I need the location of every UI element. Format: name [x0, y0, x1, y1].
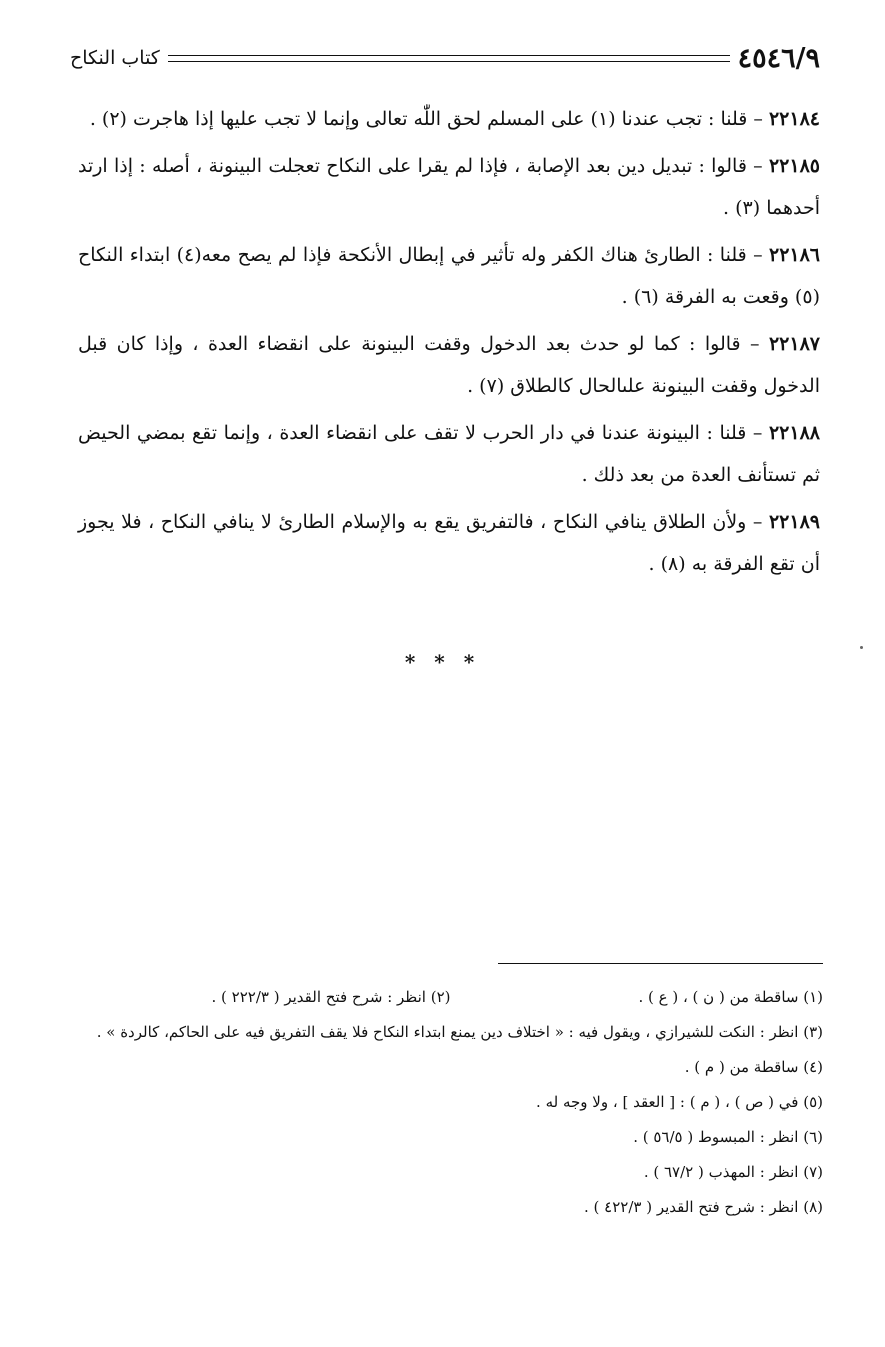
footnote: (٦) انظر : المبسوط ( ٥٦/٥ ) . [633, 1128, 823, 1146]
paragraph-text: – قالوا : كما لو حدث بعد الدخول وقفت البينونة على انقضاء العدة ، وإذا كان قبل الدخول وقفت البينونة علىالحال كالطلاق (٧) . [78, 333, 820, 397]
paragraph-number: ٢٢١٨٩ [768, 511, 820, 533]
header-rule [168, 55, 730, 62]
paragraph-text: – قالوا : تبديل دين بعد الإصابة ، فإذا لم يقرا على النكاح تعجلت البينونة ، أصله : إذا ارتد أحدهما (٣) . [78, 155, 820, 219]
page-header [70, 38, 820, 78]
footnote: (٢) انظر : شرح فتح القدير ( ٢٢٢/٣ ) . [211, 988, 451, 1006]
paragraph-text: – ولأن الطلاق ينافي النكاح ، فالتفريق يقع به والإسلام الطارئ لا ينافي النكاح ، فلا يجوز أن تقع الفرقة به (٨) . [78, 511, 820, 575]
footnote: (٧) انظر : المهذب ( ٦٧/٢ ) . [643, 1163, 823, 1181]
paragraph [78, 323, 820, 407]
section-separator: * * * [404, 650, 481, 674]
footnote: (٥) في ( ص ) ، ( م ) : [ العقد ] ، ولا وجه له . [536, 1093, 823, 1111]
paragraph-number: ٢٢١٨٨ [768, 422, 820, 444]
footnote-row [78, 980, 823, 1015]
paragraph [78, 501, 820, 585]
footnote: (٨) انظر : شرح فتح القدير ( ٤٢٢/٣ ) . [584, 1198, 823, 1216]
footnote: (١) ساقطة من ( ن ) ، ( ع ) . [638, 988, 823, 1006]
paragraph-number: ٢٢١٨٤ [768, 108, 820, 130]
paragraph-text: – قلنا : الطارئ هناك الكفر وله تأثير في إبطال الأنكحة فإذا لم يصح معه(٤) ابتداء النكاح (٥) وقعت به الفرقة (٦) . [78, 244, 820, 308]
page-number: ٤٥٤٦/٩ [737, 42, 820, 74]
paragraph [78, 412, 820, 496]
book-title: كتاب النكاح [70, 47, 160, 69]
paragraph-number: ٢٢١٨٦ [768, 244, 821, 266]
paragraph-text: – قلنا : تجب عندنا (١) على المسلم لحق اللّٰه تعالى وإنما لا تجب عليها إذا هاجرت (٢) . [89, 108, 769, 130]
footnotes [78, 980, 823, 1225]
footnote-divider [498, 963, 823, 964]
paragraph-number: ٢٢١٨٥ [768, 155, 820, 177]
paragraph [78, 98, 820, 140]
scan-speck [860, 646, 863, 649]
footnote: (٣) انظر : النكت للشيرازي ، ويقول فيه : « اختلاف دين يمنع ابتداء النكاح فلا يقف التفريق فيه على الحاكم، كالردة » . [96, 1023, 823, 1041]
paragraph-text: – قلنا : البينونة عندنا في دار الحرب لا تقف على انقضاء العدة ، وإنما تقع بمضي الحيض ثم تستأنف العدة من بعد ذلك . [78, 422, 820, 486]
main-text [78, 98, 820, 590]
paragraph [78, 234, 820, 318]
paragraph [78, 145, 820, 229]
paragraph-number: ٢٢١٨٧ [768, 333, 820, 355]
footnote: (٤) ساقطة من ( م ) . [684, 1058, 823, 1076]
